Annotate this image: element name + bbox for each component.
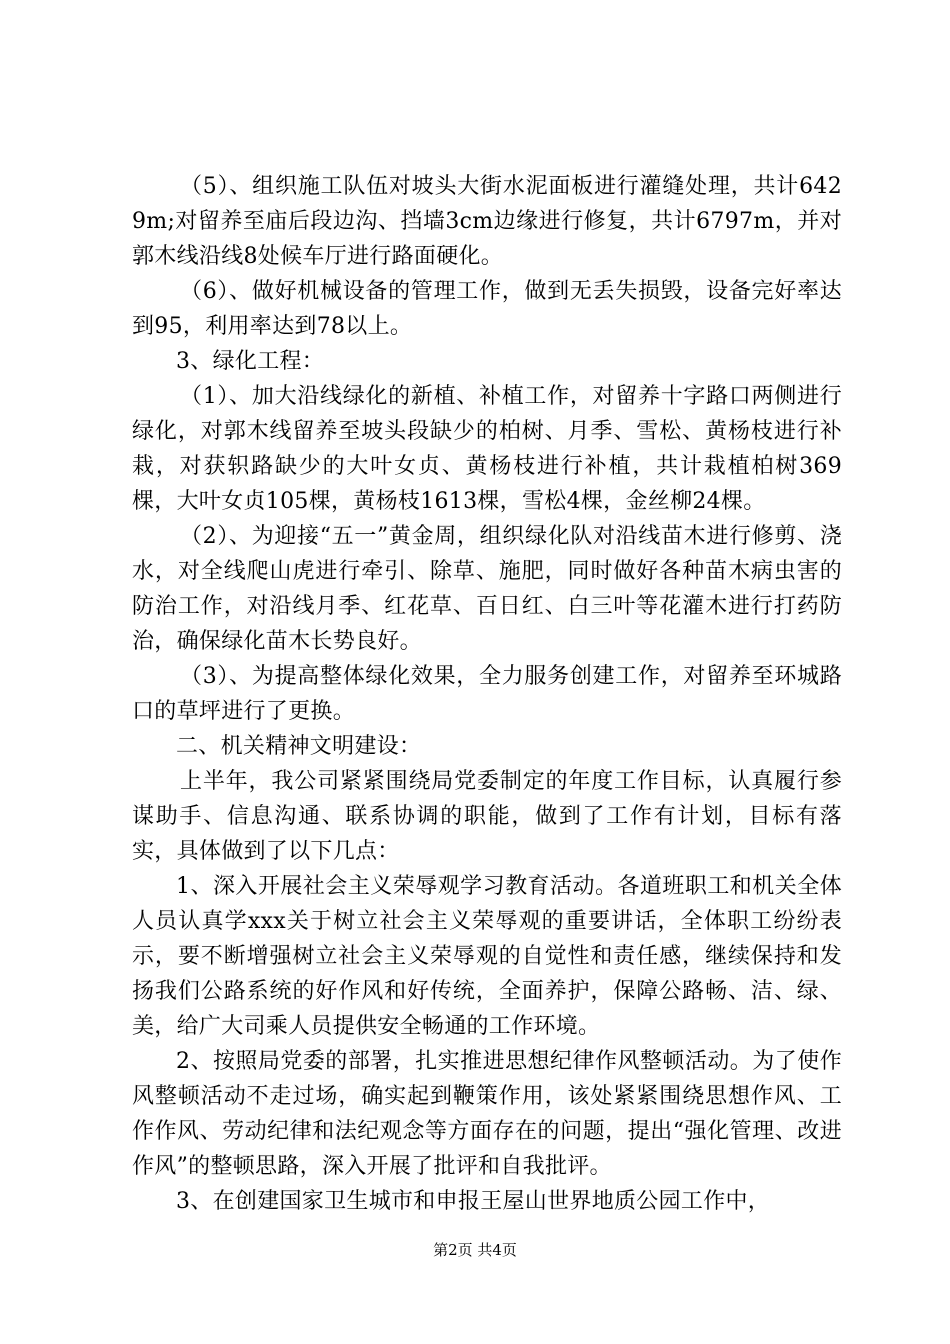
page-footer (0, 1240, 950, 1260)
paragraph-greening-2: （2）、为迎接“五一”黄金周，组织绿化队对沿线苗木进行修剪、浇水，对全线爬山虎进行牵引、除草、施肥，同时做好各种苗木病虫害的防治工作，对沿线月季、红花草、百日红、白三叶等花灌木进行打药防治，确保绿化苗木长势良好。 (132, 524, 842, 654)
paragraph-point-1: 1、深入开展社会主义荣辱观学习教育活动。各道班职工和机关全体人员认真学xxx关于树立社会主义荣辱观的重要讲话，全体职工纷纷表示，要不断增强树立社会主义荣辱观的自觉性和责任感，继续保持和发扬我们公路系统的好作风和好传统，全面养护，保障公路畅、洁、绿、美，给广大司乘人员提供安全畅通的工作环境。 (132, 874, 842, 1039)
paragraph-intro: 上半年，我公司紧紧围绕局党委制定的年度工作目标，认真履行参谋助手、信息沟通、联系协调的职能，做到了工作有计划，目标有落实，具体做到了以下几点： (132, 769, 842, 864)
section-heading-greening: 3、绿化工程： (176, 349, 325, 374)
paragraph-item-6: （6）、做好机械设备的管理工作，做到无丢失损毁，设备完好率达到95，利用率达到78以上。 (132, 279, 842, 339)
paragraph-point-3: 3、在创建国家卫生城市和申报王屋山世界地质公园工作中， (176, 1189, 771, 1214)
document-body (132, 169, 842, 1219)
page-number-label: 第2页 共4页 (433, 1241, 517, 1259)
section-heading-civilization: 二、机关精神文明建设： (176, 734, 422, 759)
paragraph-item-5: （5）、组织施工队伍对坡头大街水泥面板进行灌缝处理，共计6429m;对留养至庙后段边沟、挡墙3cm边缘进行修复，共计6797m，并对郭木线沿线8处候车厅进行路面硬化。 (132, 174, 842, 269)
paragraph-greening-3: （3）、为提高整体绿化效果，全力服务创建工作，对留养至环城路口的草坪进行了更换。 (132, 664, 842, 724)
paragraph-greening-1: （1）、加大沿线绿化的新植、补植工作，对留养十字路口两侧进行绿化，对郭木线留养至坡头段缺少的柏树、月季、雪松、黄杨枝进行补栽，对获轵路缺少的大叶女贞、黄杨枝进行补植，共计栽植柏树369棵，大叶女贞105棵，黄杨枝1613棵，雪松4棵，金丝柳24棵。 (132, 384, 842, 514)
paragraph-point-2: 2、按照局党委的部署，扎实推进思想纪律作风整顿活动。为了使作风整顿活动不走过场，确实起到鞭策作用，该处紧紧围绕思想作风、工作作风、劳动纪律和法纪观念等方面存在的问题，提出“强化管理、改进作风”的整顿思路，深入开展了批评和自我批评。 (132, 1049, 842, 1179)
